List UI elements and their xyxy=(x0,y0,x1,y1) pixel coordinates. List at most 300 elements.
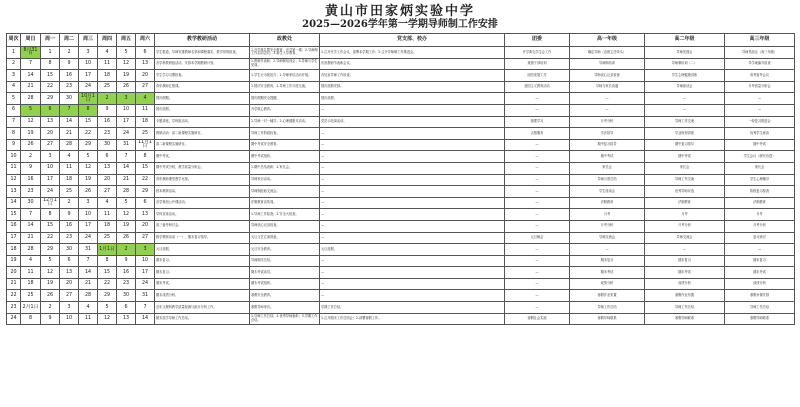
day-cell: 7 xyxy=(117,151,136,163)
day-cell: 19 xyxy=(21,128,41,140)
day-cell: 30 xyxy=(21,197,41,209)
zj-cell: 1.导师工作检查；2.安全大检查。 xyxy=(250,209,320,221)
day-cell: 28 xyxy=(21,93,41,105)
week-number: 20 xyxy=(7,267,21,279)
teach-cell: 学生报道，导师安排教师名单和课程落实，教学常规检查。 xyxy=(155,47,250,59)
day-cell: 19 xyxy=(79,174,98,186)
day-cell: 24 xyxy=(79,232,98,244)
g3-cell: 导师见面会（高三年级） xyxy=(725,47,795,59)
tw-cell: — xyxy=(505,162,570,174)
day-cell: 27 xyxy=(60,290,79,302)
dz-cell: — xyxy=(320,267,505,279)
dz-cell: — xyxy=(320,220,505,232)
g1-cell: 学法指导 xyxy=(570,128,645,140)
day-cell: 27 xyxy=(98,186,117,198)
day-cell: 31 xyxy=(136,290,155,302)
day-cell: 11 xyxy=(21,267,41,279)
day-cell: 2 xyxy=(98,93,117,105)
day-cell: 12 xyxy=(98,313,117,325)
day-cell: 1 xyxy=(41,47,60,59)
column-header: 高三年级 xyxy=(725,34,795,47)
g1-cell: 期末考试 xyxy=(570,267,645,279)
zj-cell: 1.开学典礼暨安全教育、开学第一课；2.导师制工作启动会议；3.新生入学教育。 xyxy=(250,47,320,59)
zj-cell: 导师工作阶段检查。 xyxy=(250,128,320,140)
day-cell: 4 xyxy=(21,255,41,267)
week-number: 1 xyxy=(7,47,21,59)
dz-cell: — xyxy=(320,128,505,140)
week-number: 19 xyxy=(7,255,21,267)
g1-cell: 寒假导师联系 xyxy=(570,313,645,325)
g2-cell: 导师工作总结 xyxy=(645,302,725,314)
day-cell: 9 xyxy=(98,104,117,116)
day-cell: 11 xyxy=(98,209,117,221)
day-cell: 8 xyxy=(98,255,117,267)
day-cell: 9 xyxy=(117,255,136,267)
day-cell: 28 xyxy=(117,186,136,198)
day-cell: 5 xyxy=(117,197,136,209)
day-cell: 6 xyxy=(136,47,155,59)
day-cell: 4 xyxy=(98,47,117,59)
tw-cell: — xyxy=(505,186,570,198)
day-cell: 9 xyxy=(41,313,60,325)
week-number: 14 xyxy=(7,197,21,209)
day-cell: 6 xyxy=(117,302,136,314)
day-cell: 2 xyxy=(21,151,41,163)
day-cell: 22 xyxy=(79,128,98,140)
zj-cell: 导师期末总结。 xyxy=(250,255,320,267)
g1-cell: 导师制培训 xyxy=(570,58,645,70)
g2-cell: 成绩分析 xyxy=(645,278,725,290)
day-cell: 23 xyxy=(60,232,79,244)
day-cell: 12 xyxy=(117,209,136,221)
g1-cell: 导师与家长沟通 xyxy=(570,81,645,93)
day-cell: 27 xyxy=(136,81,155,93)
tw-cell: 志愿服务 xyxy=(505,128,570,140)
column-header: 周六 xyxy=(136,34,155,47)
day-cell: 20 xyxy=(60,278,79,290)
day-cell: 3 xyxy=(41,151,60,163)
week-number: 2 xyxy=(7,58,21,70)
teach-cell: 近年文理科教学质量检测与统计分析工作。 xyxy=(155,302,250,314)
day-cell: 12 xyxy=(41,267,60,279)
g3-cell: 导师工作总结 xyxy=(725,302,795,314)
teach-cell: 各学科教研组活动，安排本学期教研计划。 xyxy=(155,58,250,70)
day-cell: 8 xyxy=(41,58,60,70)
g1-cell: 月考分析 xyxy=(570,116,645,128)
day-cell: 8 xyxy=(41,209,60,221)
week-number: 5 xyxy=(7,93,21,105)
day-cell: 15 xyxy=(136,162,155,174)
week-number: 16 xyxy=(7,220,21,232)
g2-cell: 导师工作交流 xyxy=(645,116,725,128)
zj-cell: 期中考试组织。 xyxy=(250,151,320,163)
table-row xyxy=(7,116,795,128)
g2-cell: 期中考试 xyxy=(645,151,725,163)
dz-cell: 国庆放假。 xyxy=(320,93,505,105)
day-cell: 3 xyxy=(60,302,79,314)
g1-cell: 期中考试 xyxy=(570,151,645,163)
dz-cell: 元旦放假。 xyxy=(320,244,505,256)
day-cell: 6 xyxy=(60,255,79,267)
day-cell: 5 xyxy=(41,255,60,267)
g2-cell: 学业规划讲座 xyxy=(645,128,725,140)
tw-cell: — xyxy=(505,278,570,290)
week-number: 18 xyxy=(7,244,21,256)
day-cell: 11 xyxy=(60,162,79,174)
g2-cell: — xyxy=(645,104,725,116)
day-cell: 5 xyxy=(117,47,136,59)
day-cell: 17 xyxy=(79,70,98,82)
day-cell: 16 xyxy=(117,267,136,279)
zj-cell: 期末考试组织。 xyxy=(250,278,320,290)
g1-cell: 导师交流会 xyxy=(570,232,645,244)
teach-cell: 国庆放假。 xyxy=(155,104,250,116)
tw-cell: 寒假社会实践 xyxy=(505,313,570,325)
teach-cell: 期末复习。 xyxy=(155,255,250,267)
tw-cell: — xyxy=(505,93,570,105)
g3-cell: 学生会议（研究后进） xyxy=(725,151,795,163)
day-cell: 30 xyxy=(98,139,117,151)
g1-cell: 期中复习指导 xyxy=(570,139,645,151)
day-cell: 20 xyxy=(41,128,60,140)
day-cell: 11 xyxy=(136,104,155,116)
day-cell: 10 xyxy=(117,104,136,116)
dz-cell: — xyxy=(320,209,505,221)
day-cell: 22 xyxy=(41,81,60,93)
column-header: 周三 xyxy=(79,34,98,47)
day-cell: 17 xyxy=(136,267,155,279)
g2-cell: 期中复习指导 xyxy=(645,139,725,151)
tw-cell: — xyxy=(505,197,570,209)
dz-cell: 国庆放假安排。 xyxy=(320,81,505,93)
day-cell: 16 xyxy=(98,116,117,128)
day-cell: 7 xyxy=(79,255,98,267)
zj-cell: 寒假导师家访。 xyxy=(250,302,320,314)
week-number: 24 xyxy=(7,313,21,325)
day-cell: 8 xyxy=(79,104,98,116)
day-cell: 10 xyxy=(136,255,155,267)
schedule-body xyxy=(7,47,795,325)
table-row xyxy=(7,104,795,116)
teach-cell: 学生学习习惯检查。 xyxy=(155,70,250,82)
teach-cell: 专题讲座，学科组活动。 xyxy=(155,116,250,128)
week-number: 11 xyxy=(7,162,21,174)
day-cell: 31 xyxy=(117,139,136,151)
week-number: 17 xyxy=(7,232,21,244)
g3-cell: 寒假导师联系 xyxy=(725,313,795,325)
week-number: 8 xyxy=(7,128,21,140)
week-number: 15 xyxy=(7,209,21,221)
day-cell: 17 xyxy=(79,220,98,232)
day-cell: 15 xyxy=(98,267,117,279)
teach-cell: 期末考试。 xyxy=(155,278,250,290)
tw-cell: — xyxy=(505,209,570,221)
day-cell: 13 xyxy=(136,58,155,70)
day-cell: 14 xyxy=(79,267,98,279)
tw-cell: — xyxy=(505,151,570,163)
header-row xyxy=(7,34,795,47)
g2-cell: 寒假作业布置 xyxy=(645,290,725,302)
teach-cell: 青年教师汇报课。 xyxy=(155,81,250,93)
table-row xyxy=(7,93,795,105)
day-cell: 16 xyxy=(60,70,79,82)
day-cell: 23 xyxy=(117,278,136,290)
g1-cell: 导师谈心记录检查 xyxy=(570,70,645,82)
column-header: 周五 xyxy=(117,34,136,47)
column-header: 团委 xyxy=(505,34,570,47)
g2-cell: 导师见面会 xyxy=(645,47,725,59)
g3-cell: 高考备考会议 xyxy=(725,70,795,82)
column-header: 周次 xyxy=(7,34,21,47)
tw-cell: 班团干部培训 xyxy=(505,58,570,70)
g3-cell: — xyxy=(725,93,795,105)
table-row xyxy=(7,70,795,82)
zj-cell: 1.导师工作总结；2.优秀导师表彰；3.学期工作总结。 xyxy=(250,313,320,325)
teach-cell: 校本教研活动。 xyxy=(155,186,250,198)
g2-cell: 期末考试 xyxy=(645,267,725,279)
column-header: 高二年级 xyxy=(645,34,725,47)
g2-cell: — xyxy=(645,93,725,105)
teach-cell: 期末放学导师工作总结。 xyxy=(155,313,250,325)
day-cell: 10 xyxy=(79,209,98,221)
g3-cell: 复习研讨 xyxy=(725,232,795,244)
g3-cell: 期末复习 xyxy=(725,255,795,267)
zj-cell: 1.教师节表彰；2.导师制培训会；3.导师与学生见面。 xyxy=(250,58,320,70)
day-cell: 21 xyxy=(21,81,41,93)
day-cell: 14 xyxy=(117,162,136,174)
tw-cell: — xyxy=(505,139,570,151)
zj-cell: 开学收心教育。 xyxy=(250,104,320,116)
zj-cell: 元旦文艺汇演准备。 xyxy=(250,232,320,244)
day-cell: 2 xyxy=(117,244,136,256)
day-cell: 4 xyxy=(79,302,98,314)
day-cell: 22 xyxy=(98,278,117,290)
day-cell: 12月1日 xyxy=(41,197,60,209)
dz-cell: 各处室导师工作检查。 xyxy=(320,70,505,82)
g2-cell: 法制教育 xyxy=(645,197,725,209)
g3-cell: 月考 xyxy=(725,209,795,221)
day-cell: 21 xyxy=(117,174,136,186)
g2-cell: 优秀导师评选 xyxy=(645,186,725,198)
day-cell: 11月1日 xyxy=(136,139,155,151)
page-title: 黄山市田家炳实验中学 xyxy=(324,4,475,19)
week-number: 9 xyxy=(7,139,21,151)
zj-cell: 1.学生行为规范月；2.导师家访活动开展。 xyxy=(250,70,320,82)
day-cell: 13 xyxy=(60,267,79,279)
day-cell: 18 xyxy=(136,116,155,128)
day-cell: 25 xyxy=(136,128,155,140)
tw-cell: — xyxy=(505,244,570,256)
day-cell: 19 xyxy=(41,278,60,290)
table-row xyxy=(7,209,795,221)
g1-cell: 期末复习 xyxy=(570,255,645,267)
day-cell: 16 xyxy=(21,174,41,186)
table-row xyxy=(7,220,795,232)
day-cell: 30 xyxy=(60,93,79,105)
table-row xyxy=(7,128,795,140)
tw-cell: — xyxy=(505,302,570,314)
teach-cell: 高三备考研讨会。 xyxy=(155,220,250,232)
day-cell: 8 xyxy=(21,313,41,325)
zj-cell: 1.导师一对一辅导；2.心理健康月活动。 xyxy=(250,116,320,128)
day-cell: 15 xyxy=(79,116,98,128)
table-row xyxy=(7,313,795,325)
g2-cell: 家长会 xyxy=(645,162,725,174)
schedule-table xyxy=(6,33,795,325)
day-cell: 10 xyxy=(79,58,98,70)
zj-cell: 寒假安全教育。 xyxy=(250,290,320,302)
day-cell: 13 xyxy=(98,162,117,174)
column-header: 教学教研活动 xyxy=(155,34,250,47)
column-header: 周四 xyxy=(98,34,117,47)
g1-cell: 家长会 xyxy=(570,162,645,174)
tw-cell: 爱国主义教育活动 xyxy=(505,81,570,93)
day-cell: 6 xyxy=(98,151,117,163)
day-cell: 2 xyxy=(41,302,60,314)
day-cell: 31 xyxy=(79,244,98,256)
week-number: 7 xyxy=(7,116,21,128)
day-cell: 26 xyxy=(41,290,60,302)
dz-cell: — xyxy=(320,151,505,163)
g1-cell: 确定导师（由班主任牵头） xyxy=(570,47,645,59)
day-cell: 24 xyxy=(117,128,136,140)
day-cell: 2 xyxy=(60,197,79,209)
dz-cell: — xyxy=(320,174,505,186)
column-header: 党支部、校办 xyxy=(320,34,505,47)
g3-cell: 导学案编写检查 xyxy=(725,58,795,70)
day-cell: 28 xyxy=(60,139,79,151)
tw-cell: — xyxy=(505,220,570,232)
day-cell: 18 xyxy=(21,278,41,290)
day-cell: 29 xyxy=(41,244,60,256)
day-cell: 8月31日 xyxy=(21,47,41,59)
day-cell: 3 xyxy=(117,93,136,105)
g1-cell: — xyxy=(570,244,645,256)
zj-cell: 期中考试安全教育。 xyxy=(250,139,320,151)
tw-cell: 元旦晚会 xyxy=(505,232,570,244)
zj-cell: 元旦安全教育。 xyxy=(250,244,320,256)
g3-cell: — xyxy=(725,104,795,116)
day-cell: 28 xyxy=(21,244,41,256)
day-cell: 10 xyxy=(60,313,79,325)
teach-cell: 教研活动：高二新课程实施研讨。 xyxy=(155,128,250,140)
g1-cell: 月考 xyxy=(570,209,645,221)
day-cell: 19 xyxy=(117,220,136,232)
tw-cell: — xyxy=(505,290,570,302)
g1-cell: 月考分析 xyxy=(570,220,645,232)
column-header: 周二 xyxy=(60,34,79,47)
week-number: 3 xyxy=(7,70,21,82)
day-cell: 30 xyxy=(117,290,136,302)
day-cell: 28 xyxy=(79,290,98,302)
zj-cell: 国庆假期安全提醒。 xyxy=(250,93,320,105)
table-row xyxy=(7,197,795,209)
teach-cell: 高二新课程实施研讨。 xyxy=(155,139,250,151)
day-cell: 24 xyxy=(79,81,98,93)
day-cell: 20 xyxy=(98,174,117,186)
day-cell: 12 xyxy=(79,162,98,174)
g2-cell: 导师制培训（二） xyxy=(645,58,725,70)
g2-cell: 月考 xyxy=(645,209,725,221)
tw-cell: 团课学习 xyxy=(505,116,570,128)
table-row xyxy=(7,47,795,59)
day-cell: 4 xyxy=(60,151,79,163)
table-row xyxy=(7,174,795,186)
day-cell: 21 xyxy=(60,128,79,140)
day-cell: 20 xyxy=(136,70,155,82)
teach-cell: 期中考试分析，教学质量分析会。 xyxy=(155,162,250,174)
dz-cell: — xyxy=(320,139,505,151)
day-cell: 27 xyxy=(136,232,155,244)
teach-cell: 学科竞赛活动。 xyxy=(155,209,250,221)
dz-cell: 1.召开开学工作会议，部署本学期工作；2.召开导师制工作推进会。 xyxy=(320,47,505,59)
dz-cell: — xyxy=(320,197,505,209)
g2-cell: 导师工作交流 xyxy=(645,174,725,186)
g3-cell: 寒假补课安排 xyxy=(725,290,795,302)
teach-cell: 青年教师课堂教学比赛。 xyxy=(155,174,250,186)
day-cell: 17 xyxy=(117,116,136,128)
day-cell: 15 xyxy=(41,220,60,232)
day-cell: 2 xyxy=(60,47,79,59)
day-cell: 25 xyxy=(98,81,117,93)
dz-cell: 1.召开期末工作总结会；2.部署寒假工作。 xyxy=(320,313,505,325)
day-cell: 12 xyxy=(117,58,136,70)
g2-cell: — xyxy=(645,244,725,256)
day-cell: 3 xyxy=(79,47,98,59)
dz-cell: — xyxy=(320,232,505,244)
day-cell: 4 xyxy=(136,93,155,105)
table-row xyxy=(7,290,795,302)
dz-cell: 学期工作总结。 xyxy=(320,302,505,314)
day-cell: 9 xyxy=(60,209,79,221)
g3-cell: — xyxy=(725,244,795,256)
day-cell: 29 xyxy=(41,93,60,105)
day-cell: 21 xyxy=(21,232,41,244)
g2-cell: 学生心理健康讲座 xyxy=(645,70,725,82)
day-cell: 26 xyxy=(117,232,136,244)
dz-cell: — xyxy=(320,278,505,290)
g3-cell: 学生心理辅导 xyxy=(725,174,795,186)
day-cell: 23 xyxy=(60,81,79,93)
g2-cell: 期末复习 xyxy=(645,255,725,267)
dz-cell: — xyxy=(320,186,505,198)
g1-cell: 导师月度总结 xyxy=(570,174,645,186)
day-cell: 2月1日 xyxy=(21,302,41,314)
table-row xyxy=(7,162,795,174)
tw-cell: — xyxy=(505,267,570,279)
g3-cell: 优秀学生座谈 xyxy=(725,128,795,140)
page-subtitle: 2025—2026学年第一学期导师制工作安排 xyxy=(302,19,498,30)
day-cell: 17 xyxy=(41,174,60,186)
day-cell: 16 xyxy=(60,220,79,232)
day-cell: 26 xyxy=(79,186,98,198)
day-cell: 22 xyxy=(136,174,155,186)
week-number: 22 xyxy=(7,290,21,302)
g3-cell: 法制教育 xyxy=(725,197,795,209)
table-row xyxy=(7,58,795,70)
table-row xyxy=(7,186,795,198)
day-cell: 27 xyxy=(41,139,60,151)
teach-cell: 数学教研活动（一），期末复习指导。 xyxy=(155,232,250,244)
g1-cell: 导师工作总结 xyxy=(570,302,645,314)
day-cell: 6 xyxy=(41,104,60,116)
day-cell: 3 xyxy=(136,244,155,256)
day-cell: 26 xyxy=(21,139,41,151)
day-cell: 23 xyxy=(98,128,117,140)
g2-cell: 导师交流会 xyxy=(645,232,725,244)
table-row xyxy=(7,267,795,279)
day-cell: 13 xyxy=(136,209,155,221)
